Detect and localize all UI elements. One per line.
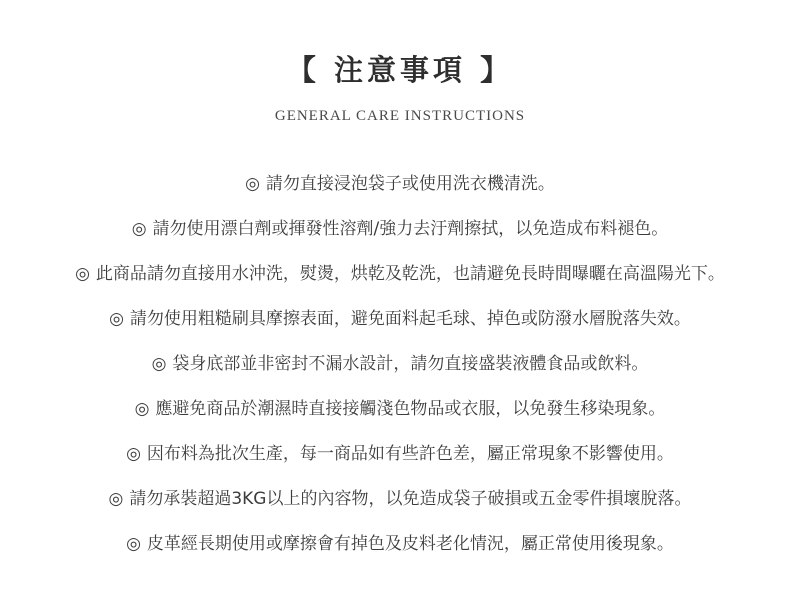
bullet-mark: ◎ <box>126 534 141 554</box>
care-instruction-text: 袋身底部並非密封不漏水設計，請勿直接盛裝液體食品或飲料。 <box>172 354 649 374</box>
bullet-mark: ◎ <box>134 399 150 419</box>
care-instruction-text: 此商品請勿直接用水沖洗，熨燙，烘乾及乾洗，也請避免長時間曝曬在高溫陽光下。 <box>95 264 725 284</box>
care-instructions-list <box>0 162 800 567</box>
page-subtitle: GENERAL CARE INSTRUCTIONS <box>274 108 526 124</box>
care-instruction-item <box>0 477 800 522</box>
bullet-mark: ◎ <box>151 354 167 374</box>
care-instruction-item <box>0 387 800 432</box>
care-instruction-text: 請勿使用粗糙刷具摩擦表面，避免面料起毛球、掉色或防潑水層脫落失效。 <box>129 309 691 329</box>
care-instruction-text: 因布料為批次生產，每一商品如有些許色差，屬正常現象不影響使用。 <box>146 444 674 464</box>
care-instruction-item <box>0 432 800 477</box>
bullet-mark: ◎ <box>109 309 124 329</box>
bullet-mark: ◎ <box>108 489 124 509</box>
care-instruction-item <box>0 162 800 207</box>
bullet-mark: ◎ <box>126 444 141 464</box>
care-instruction-text: 應避免商品於潮濕時直接接觸淺色物品或衣服，以免發生移染現象。 <box>155 399 666 419</box>
care-instruction-item <box>0 297 800 342</box>
care-instruction-text: 請勿使用漂白劑或揮發性溶劑/強力去汙劑擦拭，以免造成布料褪色。 <box>152 219 669 239</box>
care-instruction-item <box>0 252 800 297</box>
care-instruction-text: 請勿承裝超過3KG以上的內容物，以免造成袋子破損或五金零件損壞脫落。 <box>129 489 692 509</box>
page-title: 【 注意事項 】 <box>286 53 514 87</box>
care-instruction-item <box>0 342 800 387</box>
care-instruction-text: 皮革經長期使用或摩擦會有掉色及皮料老化情況，屬正常使用後現象。 <box>146 534 674 554</box>
care-instruction-text: 請勿直接浸泡袋子或使用洗衣機清洗。 <box>265 174 555 194</box>
bullet-mark: ◎ <box>131 219 147 239</box>
bullet-mark: ◎ <box>75 264 90 284</box>
bullet-mark: ◎ <box>245 174 260 194</box>
care-instruction-item <box>0 522 800 567</box>
care-instruction-item <box>0 207 800 252</box>
